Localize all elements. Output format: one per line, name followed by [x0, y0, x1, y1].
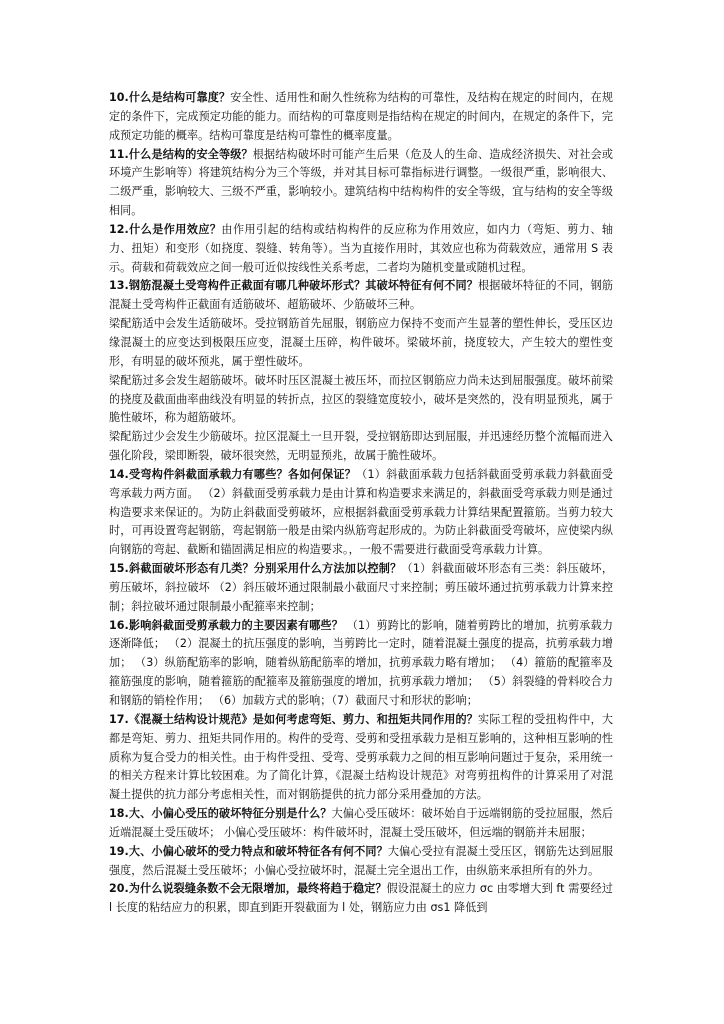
answer-text: （1）斜截面承载力包括斜截面受剪承载力斜截面受弯承载力两方面。 （2）斜截面受剪承载力是由计算和构造要求来满足的，斜截面受弯承载力则是通过构造要求来保证的。为防止斜截面受剪破坏，应根据斜截面受剪承载力计算结果配置箍筋。当剪力较大时，可再设置弯起钢筋，弯起钢筋一般是由梁内纵筋弯起形成的。为防止斜截面受弯破坏，应使梁内纵向钢筋的弯起、截断和锚固满足相应的构造要求。，一般不需要进行截面受弯承载力计算。 — [109, 467, 613, 557]
paragraph — [109, 89, 613, 146]
paragraph — [109, 843, 613, 881]
question-heading: 17.《混凝土结构设计规范》是如何考虑弯矩、剪力、和扭矩共同作用的？ — [109, 712, 478, 726]
paragraph — [109, 617, 613, 711]
paragraph — [109, 315, 613, 372]
paragraph — [109, 428, 613, 466]
question-heading: 13.钢筋混凝土受弯构件正截面有哪几种破坏形式？其破坏特征有何不同？ — [109, 279, 478, 293]
paragraph — [109, 277, 613, 315]
paragraph — [109, 221, 613, 278]
question-heading: 15.斜截面破坏形态有几类？分别采用什么方法加以控制？ — [109, 562, 402, 576]
answer-text: 实际工程的受扭构件中，大都是弯矩、剪力、扭矩共同作用的。构件的受弯、受剪和受扭承载力是相互影响的，这种相互影响的性质称为复合受力的相关性。由于构件受扭、受弯、受剪承载力之间的相互影响问题过于复杂，采用统一的相关方程来计算比较困难。为了简化计算，《混凝土结构设计规范》对弯剪扭构件的计算采用了对混凝土提供的抗力部分考虑相关性，而对钢筋提供的抗力部分采用叠加的方法。 — [109, 712, 613, 802]
answer-text: 假设混凝土的应力 σc 由零增大到 ft 需要经过 l 长度的粘结应力的积累，即直到距开裂截面为 l 处，钢筋应力由 σs1 降低到 — [109, 882, 613, 915]
answer-text: （1）斜截面破坏形态有三类：斜压破坏，剪压破坏，斜拉破坏 （2）斜压破坏通过限制最小截面尺寸来控制；剪压破坏通过抗剪承载力计算来控制；斜拉破坏通过限制最小配箍率来控制； — [109, 562, 613, 613]
question-heading: 14.受弯构件斜截面承载力有哪些？各如何保证？ — [109, 467, 357, 481]
document-body — [109, 89, 613, 918]
answer-text: 由作用引起的结构或结构构件的反应称为作用效应，如内力（弯矩、剪力、轴力、扭矩）和变形（如挠度、裂缝、转角等）。当为直接作用时，其效应也称为荷载效应，通常用 S 表示。荷载和荷载效应之间一般可近似按线性关系考虑，二者均为随机变量或随机过程。 — [109, 222, 613, 274]
question-heading: 18.大、小偏心受压的破坏特征分别是什么？ — [109, 807, 332, 821]
paragraph — [109, 560, 613, 617]
question-heading: 10.什么是结构可靠度？ — [109, 91, 231, 104]
answer-text: 梁配筋过多会发生超筋破坏。破坏时压区混凝土被压坏，而拉区钢筋应力尚未达到屈服强度。破坏前梁的挠度及截面曲率曲线没有明显的转折点，拉区的裂缝宽度较小，破坏是突然的，没有明显预兆，属于脆性破坏，称为超筋破坏。 — [109, 373, 613, 425]
question-heading: 19.大、小偏心破坏的受力特点和破坏特征各有何不同？ — [109, 844, 388, 858]
answer-text: 根据结构破坏时可能产生后果（危及人的生命、造成经济损失、对社会或环境产生影响等）将建筑结构分为三个等级，并对其目标可靠指标进行调整。一级很严重，影响很大、二级严重，影响较大、三级不严重，影响较小。建筑结构中结构构件的安全等级，宜与结构的安全等级相同。 — [109, 147, 613, 218]
answer-text: 根据破坏特征的不同，钢筋混凝土受弯构件正截面有适筋破坏、超筋破坏、少筋破坏三种。 — [109, 279, 613, 312]
paragraph — [109, 880, 613, 918]
answer-text: 安全性、适用性和耐久性统称为结构的可靠性，及结构在规定的时间内，在规定的条件下，完成预定功能的能力。而结构的可靠度则是指结构在规定的时间内，在规定的条件下，完成预定功能的概率。结构可靠度是结构可靠性的概率度量。 — [109, 91, 613, 142]
answer-text: 大偏心受拉有混凝土受压区，钢筋先达到屈服强度，然后混凝土受压破坏；小偏心受拉破坏时，混凝土完全退出工作，由纵筋来承担所有的外力。 — [109, 844, 613, 877]
paragraph — [109, 805, 613, 843]
paragraph — [109, 372, 613, 429]
answer-text: 大偏心受压破坏：破坏始自于远端钢筋的受拉屈服，然后近端混凝土受压破坏； 小偏心受压破坏：构件破坏时，混凝土受压破坏，但远端的钢筋并未屈服； — [109, 807, 613, 839]
question-heading: 11.什么是结构的安全等级？ — [109, 147, 253, 161]
question-heading: 16.影响斜截面受剪承载力的主要因素有哪些？ — [109, 618, 344, 632]
answer-text: 梁配筋过少会发生少筋破坏。拉区混凝土一旦开裂，受拉钢筋即达到屈服，并迅速经历整个流幅而进入强化阶段，梁即断裂，破坏很突然，无明显预兆，故属于脆性破坏。 — [109, 430, 613, 463]
answer-text: 梁配筋适中会发生适筋破坏。受拉钢筋首先屈服，钢筋应力保持不变而产生显著的塑性伸长，受压区边缘混凝土的应变达到极限压应变，混凝土压碎，构件破坏。梁破坏前，挠度较大，产生较大的塑性变形，有明显的破坏预兆，属于塑性破坏。 — [109, 317, 613, 368]
paragraph — [109, 711, 613, 805]
paragraph — [109, 466, 613, 560]
paragraph — [109, 146, 613, 221]
answer-text: （1）剪跨比的影响，随着剪跨比的增加，抗剪承载力逐渐降低； （2）混凝土的抗压强度的影响，当剪跨比一定时，随着混凝土强度的提高，抗剪承载力增加； （3）纵筋配筋率的影响，随着纵筋配筋率的增加，抗剪承载力略有增加； （4）箍筋的配箍率及箍筋强度的影响，随着箍筋的配箍率及箍筋强度的增加，抗剪承载力增加； （5）斜裂缝的骨料咬合力和钢筋的销栓作用； （6）加载方式的影响；（7）截面尺寸和形状的影响； — [109, 618, 613, 707]
question-heading: 20.为什么说裂缝条数不会无限增加，最终将趋于稳定？ — [109, 882, 387, 896]
question-heading: 12.什么是作用效应？ — [109, 222, 222, 236]
